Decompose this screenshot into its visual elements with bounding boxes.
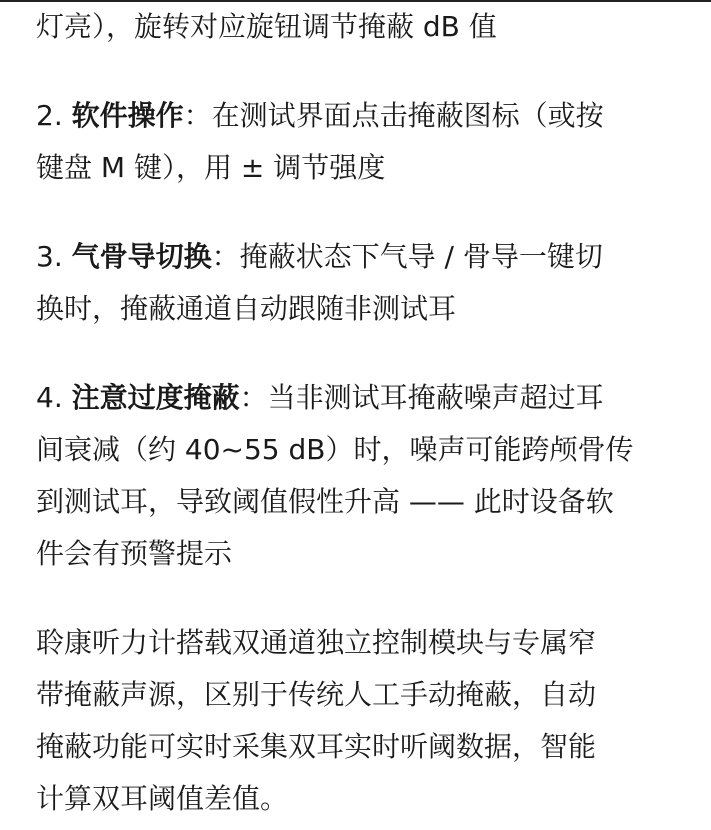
list-item-colon: ：: [239, 381, 268, 414]
paragraph-line: 掩蔽功能可实时采集双耳实时听阈数据，智能: [36, 730, 597, 763]
list-item-title: 软件操作: [71, 99, 184, 132]
closing-paragraph: [36, 617, 686, 825]
list-item-title: 注意过度掩蔽: [71, 381, 240, 414]
list-item-overmasking: [36, 372, 686, 580]
list-item-text: 在测试界面点击掩蔽图标（或按: [211, 99, 604, 132]
list-item-text: 当非测试耳掩蔽噪声超过耳: [267, 381, 604, 414]
list-item-colon: ：: [183, 99, 212, 132]
list-item-text: 件会有预警提示: [36, 537, 233, 570]
list-item-number: 3.: [36, 240, 63, 273]
list-item-air-bone-switch: [36, 231, 686, 335]
list-item-number: 2.: [36, 99, 63, 132]
article-body: [36, 0, 686, 825]
list-item-text: 到测试耳，导致阈值假性升高 —— 此时设备软: [36, 485, 614, 518]
paragraph-line: 计算双耳阈值差值。: [36, 782, 289, 815]
list-item-first-line: [36, 90, 686, 142]
paragraph-line: 带掩蔽声源，区别于传统人工手动掩蔽，自动: [36, 678, 597, 711]
list-item-first-line: [36, 372, 686, 424]
list-item-text: 键盘 M 键），用 ± 调节强度: [36, 151, 386, 184]
list-item-title: 气骨导切换: [71, 240, 212, 273]
list-item-text: 掩蔽状态下气导 / 骨导一键切: [239, 240, 603, 273]
paragraph-line: 聆康听力计搭载双通道独立控制模块与专属窄: [36, 626, 597, 659]
list-item-software-operation: [36, 90, 686, 194]
list-item-colon: ：: [211, 240, 240, 273]
intro-continuation: 灯亮），旋转对应旋钮调节掩蔽 dB 值: [36, 10, 497, 43]
list-item-number: 4.: [36, 381, 63, 414]
list-item-first-line: [36, 231, 686, 283]
list-item-text: 间衰减（约 40~55 dB）时，噪声可能跨颅骨传: [36, 433, 634, 466]
list-item-text: 换时，掩蔽通道自动跟随非测试耳: [36, 292, 457, 325]
